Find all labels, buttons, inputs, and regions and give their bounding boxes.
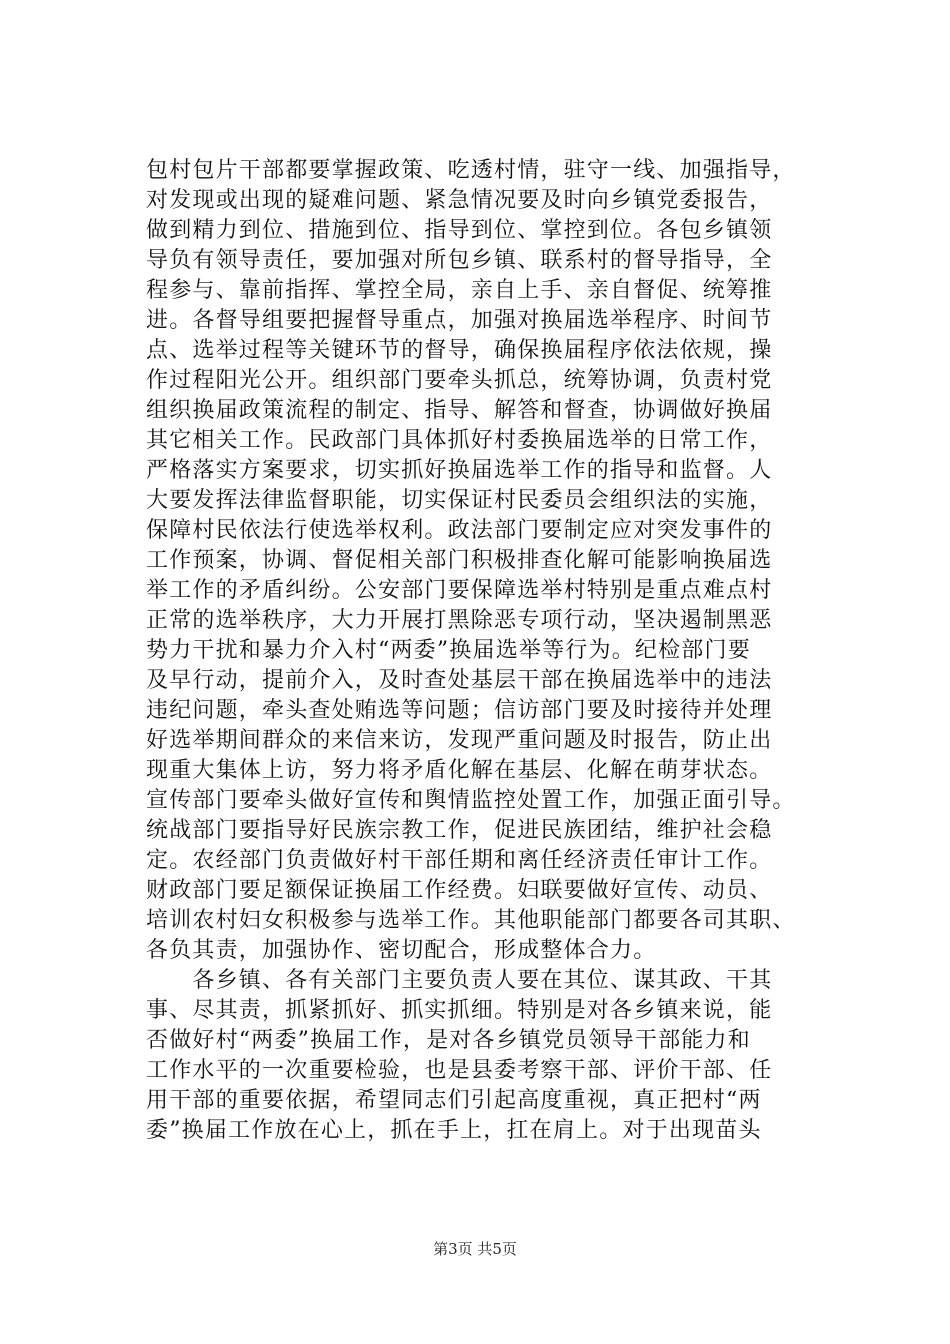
text-line: 导负有领导责任，要加强对所包乡镇、联系村的督导指导，全 [146, 248, 773, 273]
text-line: 进。各督导组要把握督导重点，加强对换届选举程序、时间节 [146, 308, 773, 333]
text-line: 各乡镇、各有关部门主要负责人要在其位、谋其政、干其 [146, 968, 773, 993]
text-line: 否做好村“两委”换届工作，是对各乡镇党员领导干部能力和 [146, 1028, 751, 1053]
text-line: 工作预案，协调、督促相关部门积极排查化解可能影响换届选 [146, 548, 773, 573]
text-line: 正常的选举秩序，大力开展打黑除恶专项行动，坚决遏制黑恶 [146, 608, 773, 633]
text-line: 严格落实方案要求，切实抓好换届选举工作的指导和监督。人 [146, 458, 773, 483]
text-line: 保障村民依法行使选举权利。政法部门要制定应对突发事件的 [146, 518, 773, 543]
text-line: 作过程阳光公开。组织部门要牵头抓总，统筹协调，负责村党 [146, 368, 773, 393]
text-line: 违纪问题，牵头查处贿选等问题；信访部门要及时接待并处理 [146, 698, 773, 723]
text-line: 用干部的重要依据，希望同志们引起高度重视，真正把村“两 [146, 1088, 762, 1113]
text-line: 举工作的矛盾纠纷。公安部门要保障选举村特别是重点难点村 [146, 578, 773, 603]
text-line: 各负其责，加强协作、密切配合，形成整体合力。 [146, 938, 657, 963]
page-number: 第3页 共5页 [433, 1240, 517, 1258]
text-line: 事、尽其责，抓紧抓好、抓实抓细。特别是对各乡镇来说，能 [146, 998, 773, 1023]
text-line: 其它相关工作。民政部门具体抓好村委换届选举的日常工作， [146, 428, 773, 453]
text-line: 点、选举过程等关键环节的督导，确保换届程序依法依规，操 [146, 338, 773, 363]
text-line: 好选举期间群众的来信来访，发现严重问题及时报告，防止出 [146, 728, 773, 753]
text-line: 现重大集体上访，努力将矛盾化解在基层、化解在萌芽状态。 [146, 758, 773, 783]
text-line: 大要发挥法律监督职能，切实保证村民委员会组织法的实施， [146, 488, 773, 513]
text-line: 统战部门要指导好民族宗教工作，促进民族团结，维护社会稳 [146, 818, 773, 843]
text-line: 委”换届工作放在心上，抓在手上，扛在肩上。对于出现苗头 [146, 1118, 762, 1143]
text-line: 包村包片干部都要掌握政策、吃透村情，驻守一线、加强指导， [146, 158, 796, 183]
text-line: 财政部门要足额保证换届工作经费。妇联要做好宣传、动员、 [146, 878, 773, 903]
text-line: 组织换届政策流程的制定、指导、解答和督查，协调做好换届 [146, 398, 773, 423]
body-text [146, 156, 846, 1146]
text-line: 做到精力到位、措施到位、指导到位、掌控到位。各包乡镇领 [146, 218, 773, 243]
text-line: 对发现或出现的疑难问题、紧急情况要及时向乡镇党委报告， [146, 188, 773, 213]
text-line: 培训农村妇女积极参与选举工作。其他职能部门都要各司其职、 [146, 908, 796, 933]
text-line: 宣传部门要牵头做好宣传和舆情监控处置工作，加强正面引导。 [146, 788, 796, 813]
text-line: 定。农经部门负责做好村干部任期和离任经济责任审计工作。 [146, 848, 773, 873]
text-line: 工作水平的一次重要检验，也是县委考察干部、评价干部、任 [146, 1058, 773, 1083]
text-line: 及早行动，提前介入，及时查处基层干部在换届选举中的违法 [146, 668, 773, 693]
text-line: 程参与、靠前指挥、掌控全局，亲自上手、亲自督促、统筹推 [146, 278, 773, 303]
text-line: 势力干扰和暴力介入村“两委”换届选举等行为。纪检部门要 [146, 638, 751, 663]
